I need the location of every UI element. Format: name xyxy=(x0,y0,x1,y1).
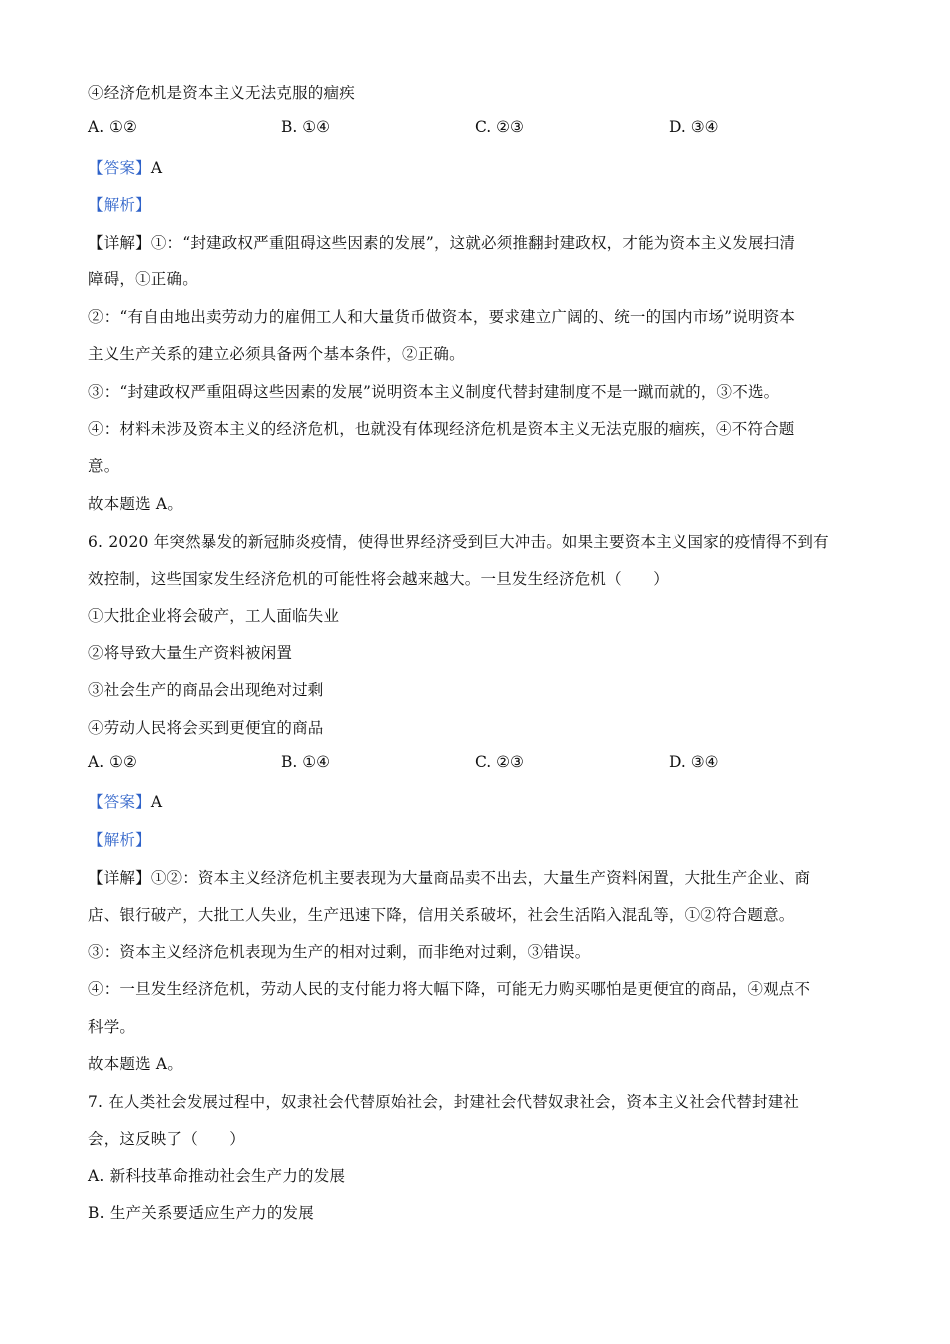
q7-option-a: A. 新科技革命推动社会生产力的发展 xyxy=(88,1167,346,1185)
q6-option-d: D. ③④ xyxy=(669,753,719,771)
q5-detail-line-3: ②：“有自由地出卖劳动力的雇佣工人和大量货币做资本，要求建立广阔的、统一的国内市场”说明资本 xyxy=(88,308,796,326)
answer-tag: 【答案】 xyxy=(88,793,151,811)
q7-option-b: B. 生产关系要适应生产力的发展 xyxy=(88,1204,314,1222)
q6-detail-line-4: ④：一旦发生经济危机，劳动人民的支付能力将大幅下降，可能无力购买哪怕是更便宜的商品，④观点不 xyxy=(88,980,811,998)
q5-detail-line-1 xyxy=(88,231,795,253)
q5-option-b: B. ①④ xyxy=(281,118,331,136)
q6-detail-line-2: 店、银行破产，大批工人失业，生产迅速下降，信用关系破坏，社会生活陷入混乱等，①②符合题意。 xyxy=(88,906,795,924)
q6-stem-line-1: 6. 2020 年突然暴发的新冠肺炎疫情，使得世界经济受到巨大冲击。如果主要资本主义国家的疫情得不到有 xyxy=(88,533,829,551)
q5-item-4: ④经济危机是资本主义无法克服的痼疾 xyxy=(88,84,355,102)
q6-option-a: A. ①② xyxy=(88,753,137,771)
q6-detail-line-1 xyxy=(88,866,810,888)
q5-detail-line-5: ③：“封建政权严重阻碍这些因素的发展”说明资本主义制度代替封建制度不是一蹴而就的，③不选。 xyxy=(88,383,780,401)
detail-text: ①：“封建政权严重阻碍这些因素的发展”，这就必须推翻封建政权，才能为资本主义发展扫清 xyxy=(150,234,796,252)
detail-tag: 【详解】 xyxy=(88,869,151,887)
answer-tag: 【答案】 xyxy=(88,159,151,177)
q7-stem-line-1: 7. 在人类社会发展过程中，奴隶社会代替原始社会，封建社会代替奴隶社会，资本主义社会代替封建社 xyxy=(88,1093,800,1111)
q6-item-3: ③社会生产的商品会出现绝对过剩 xyxy=(88,681,324,699)
q6-option-c: C. ②③ xyxy=(475,753,524,771)
q5-detail-line-6: ④：材料未涉及资本主义的经济危机，也就没有体现经济危机是资本主义无法克服的痼疾，④不符合题 xyxy=(88,420,795,438)
q5-analysis-tag: 【解析】 xyxy=(88,196,151,214)
q5-detail-line-2: 障碍，①正确。 xyxy=(88,270,198,288)
q5-conclusion: 故本题选 A。 xyxy=(88,495,184,513)
detail-tag: 【详解】 xyxy=(88,234,151,252)
answer-value: A xyxy=(150,793,163,811)
answer-value: A xyxy=(150,159,163,177)
q6-analysis-tag: 【解析】 xyxy=(88,831,151,849)
q6-answer xyxy=(88,790,162,812)
q6-detail-line-3: ③：资本主义经济危机表现为生产的相对过剩，而非绝对过剩，③错误。 xyxy=(88,943,591,961)
q5-option-a: A. ①② xyxy=(88,118,137,136)
q6-item-1: ①大批企业将会破产，工人面临失业 xyxy=(88,607,340,625)
q6-conclusion: 故本题选 A。 xyxy=(88,1055,184,1073)
q6-stem-line-2: 效控制，这些国家发生经济危机的可能性将会越来越大。一旦发生经济危机（ ） xyxy=(88,570,669,588)
q6-item-2: ②将导致大量生产资料被闲置 xyxy=(88,644,293,662)
q5-detail-line-7: 意。 xyxy=(88,457,120,475)
q7-stem-line-2: 会，这反映了（ ） xyxy=(88,1130,246,1148)
q5-option-c: C. ②③ xyxy=(475,118,524,136)
q6-option-b: B. ①④ xyxy=(281,753,331,771)
q6-item-4: ④劳动人民将会买到更便宜的商品 xyxy=(88,719,324,737)
detail-text: ①②：资本主义经济危机主要表现为大量商品卖不出去，大量生产资料闲置，大批生产企业、商 xyxy=(150,869,811,887)
q5-option-d: D. ③④ xyxy=(669,118,719,136)
q6-detail-line-5: 科学。 xyxy=(88,1018,136,1036)
q5-answer xyxy=(88,156,162,178)
q5-detail-line-4: 主义生产关系的建立必须具备两个基本条件，②正确。 xyxy=(88,345,465,363)
